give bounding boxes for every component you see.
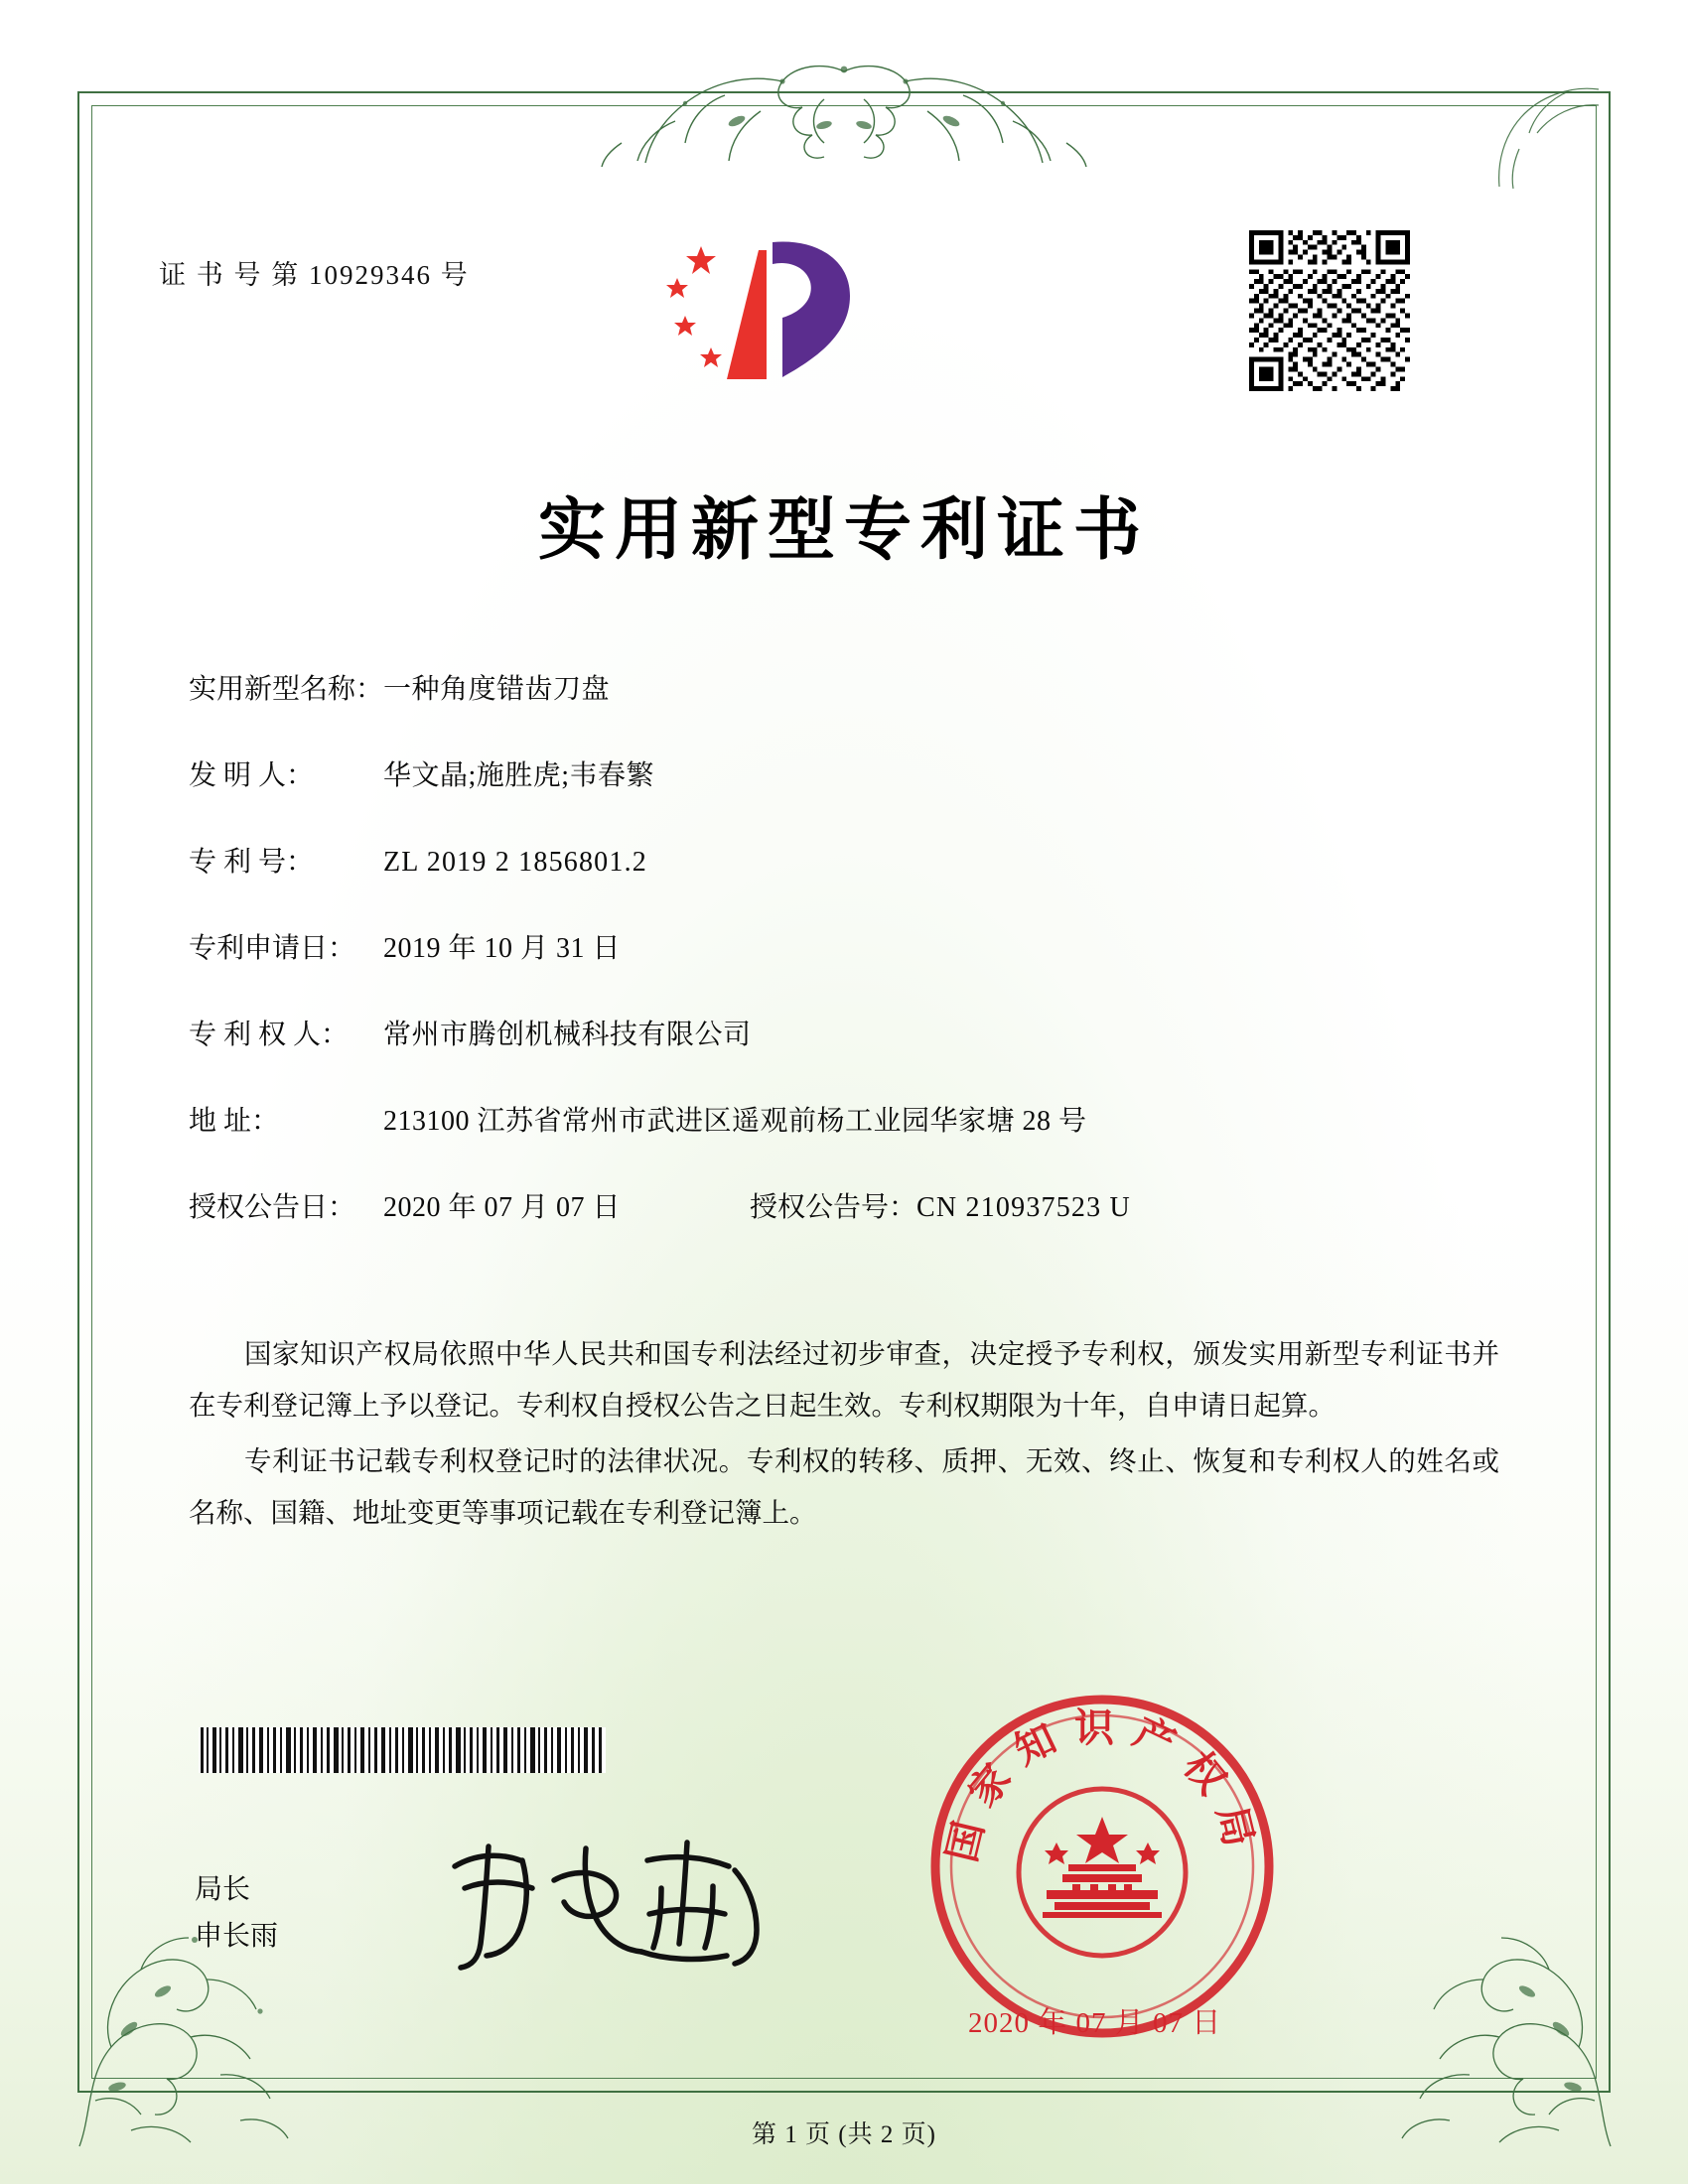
field-grant-announcement (189, 1185, 1509, 1225)
field-value: 一种角度错齿刀盘 (383, 674, 611, 705)
field-label: 专 利 权 人： (189, 1020, 350, 1050)
signature-name: 申长雨 (195, 1921, 279, 1952)
field-value: 213100 江苏省常州市武进区遥观前杨工业园华家塘 28 号 (383, 1106, 1087, 1137)
field-label: 地 址： (189, 1106, 280, 1137)
svg-text:国家知识产权局: 国家知识产权局 (937, 1705, 1267, 1867)
field-label: 发 明 人： (189, 760, 315, 791)
field-application-date (189, 926, 1509, 966)
qr-code-icon (1249, 230, 1410, 391)
signature-title: 局长 (195, 1874, 251, 1905)
signature-block (195, 1866, 278, 1960)
barcode-icon (199, 1727, 606, 1773)
grant-date-value: 2020 年 07 月 07 日 (383, 1192, 622, 1223)
patent-fields (189, 667, 1509, 1272)
cnipa-logo-icon (655, 220, 894, 409)
field-address (189, 1099, 1509, 1139)
grant-number-value: CN 210937523 U (916, 1192, 1131, 1223)
legal-paragraph-1: 国家知识产权局依照中华人民共和国专利法经过初步审查，决定授予专利权，颁发实用新型专利证书并在专利登记簿上予以登记。专利权自授权公告之日起生效。专利权期限为十年，自申请日起算。 (189, 1338, 1499, 1421)
field-label: 实用新型名称： (189, 674, 384, 705)
field-patent-number (189, 840, 1509, 880)
ornament-top-right (1410, 79, 1609, 199)
field-value: 2019 年 10 月 31 日 (383, 933, 622, 964)
field-label: 专利申请日： (189, 933, 356, 964)
legal-text (189, 1328, 1499, 1543)
grant-number-label: 授权公告号： (750, 1192, 917, 1223)
legal-paragraph-2: 专利证书记载专利权登记时的法律状况。专利权的转移、质押、无效、终止、恢复和专利权人的姓名或名称、国籍、地址变更等事项记载在专利登记簿上。 (189, 1445, 1499, 1528)
ornament-top (526, 60, 1162, 169)
page-title: 实用新型专利证书 (537, 490, 1150, 570)
seal-date: 2020 年 07 月 07 日 (968, 2007, 1222, 2039)
grant-date-label: 授权公告日： (189, 1192, 356, 1223)
field-inventors (189, 753, 1509, 793)
field-value: ZL 2019 2 1856801.2 (383, 847, 647, 878)
official-seal (923, 1688, 1281, 2045)
signature-handwriting-icon (437, 1827, 794, 1976)
field-patentee (189, 1013, 1509, 1052)
certificate-number: 证 书 号 第 10929346 号 (159, 260, 470, 290)
field-label: 专 利 号： (189, 847, 315, 878)
field-utility-model-name (189, 667, 1509, 707)
field-value: 华文晶;施胜虎;韦春繁 (383, 760, 655, 791)
page-footer: 第 1 页 (共 2 页) (752, 2121, 936, 2148)
field-value: 常州市腾创机械科技有限公司 (383, 1020, 752, 1050)
